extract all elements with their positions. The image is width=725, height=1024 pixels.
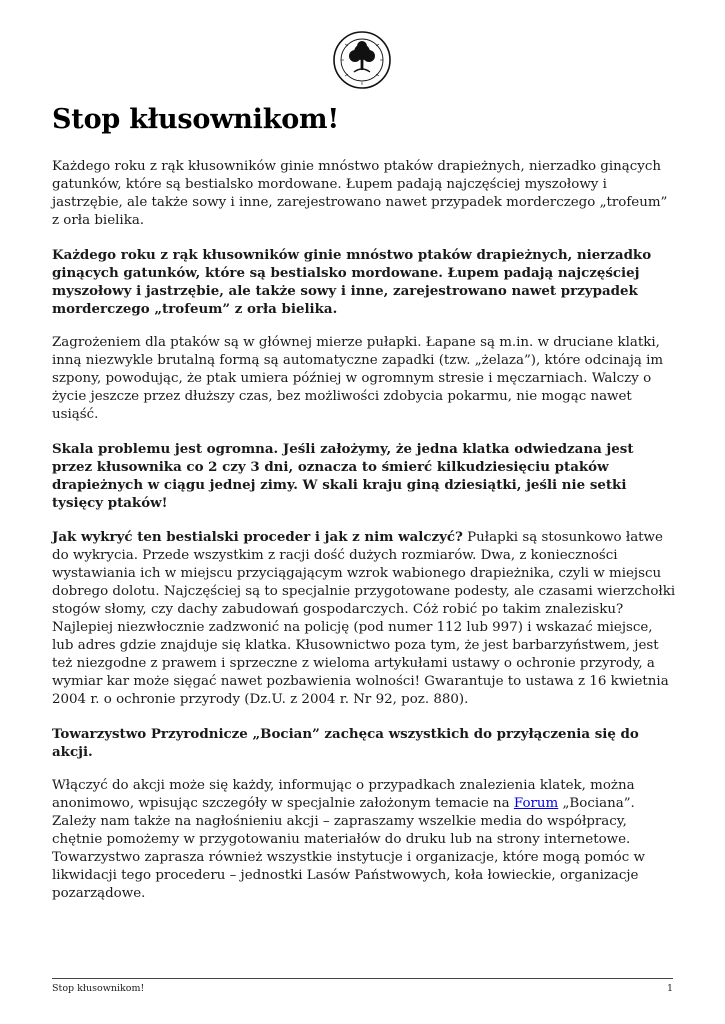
detection-text: Pułapki są stosunkowo łatwe do wykrycia. Przede wszystkim z racji dość dużych rozmiarów. Dwa, z konieczności wystawiania ich w miejscu przyciągającym wzrok wabionego drapieżnika, czyli w miejscu dobrego dolotu. Najczęściej są to specjalnie przygotowane podesty, ale czasami wierzchołki stogów słomy, czy dachy zabudowań gospodarczych. Cóż robić po takim znalezisku? Najlepiej niezwłocznie zadzwonić na policję (pod numer 112 lub 997) i wskazać miejsce, lub adres gdzie znajduje się klatka. Kłusownictwo poza tym, że jest barbarzyństwem, jest też niezgodne z prawem i sprzeczne z wieloma artykułami ustawy o ochronie przyrody, a wymiar kar może sięgać nawet pozbawienia wolności! Gwarantuje to ustawa z 16 kwietnia 2004 r. o ochronie przyrody (Dz.U. z 2004 r. Nr 92, poz. 880).: [52, 530, 676, 707]
join-text-after: „Bociana”. Zależy nam także na nagłośnieniu akcji – zapraszamy wszelkie media do współpracy, chętnie pomożemy w przygotowaniu materiałów do druku lub na strony internetowe. Towarzystwo zaprasza również wszystkie instytucje i organizacje, które mogą pomóc w likwidacji tego procederu – jednostki Lasów Państwowych, koła łowieckie, organizacje pozarządowe.: [52, 796, 645, 901]
paragraph-threats: Zagrożeniem dla ptaków są w głównej mierze pułapki. Łapane są m.in. w druciane klatki, inną niezwykle brutalną formą są automatyczne zapadki (tzw. „żelaza”), które odcinają im szpony, powodując, że ptak umiera później w ogromnym stresie i męczarniach. Walczy o życie jeszcze przez dłuższy czas, bez możliwości zdobycia pokarmu, nie mogąc nawet usiąść.: [52, 335, 664, 422]
paragraph-call-to-action: Towarzystwo Przyrodnicze „Bocian” zachęca wszystkich do przyłączenia się do akcji.: [52, 726, 639, 760]
paragraph-join: [52, 777, 676, 903]
page-title: Stop kłusownikom!: [52, 104, 340, 135]
article-body: [52, 158, 676, 919]
footer-title: Stop kłusownikom!: [52, 983, 145, 994]
join-text-before: Włączyć do akcji może się każdy, informując o przypadkach znalezienia klatek, można anonimowo, wpisując szczegóły w specjalnie założonym temacie na: [52, 778, 635, 811]
footer-divider: [52, 978, 673, 979]
page-number: 1: [666, 983, 673, 994]
tree-seal-icon: [332, 30, 392, 90]
paragraph-scale: Skala problemu jest ogromna. Jeśli założymy, że jedna klatka odwiedzana jest przez kłusownika co 2 czy 3 dni, oznacza to śmierć kilkudziesięciu ptaków drapieżnych w ciągu jednej zimy. W skali kraju giną dziesiątki, jeśli nie setki tysięcy ptaków!: [52, 441, 634, 511]
forum-link[interactable]: Forum: [513, 796, 559, 811]
paragraph-detection: [52, 528, 676, 709]
detection-lead: Jak wykryć ten bestialski proceder i jak z nim walczyć?: [52, 529, 463, 545]
paragraph-intro-bold: Każdego roku z rąk kłusowników ginie mnóstwo ptaków drapieżnych, nierzadko ginących gatunków, które są bestialsko mordowane. Łupem padają najczęściej myszołowy i jastrzębie, ale także sowy i inne, zarejestrowano nawet przypadek morderczego „trofeum” z orła bielika.: [52, 247, 652, 317]
paragraph-intro: Każdego roku z rąk kłusowników ginie mnóstwo ptaków drapieżnych, nierzadko ginących gatunków, które są bestialsko mordowane. Łupem padają najczęściej myszołowy i jastrzębie, ale także sowy i inne, zarejestrowano nawet przypadek morderczego „trofeum” z orła bielika.: [52, 159, 668, 228]
